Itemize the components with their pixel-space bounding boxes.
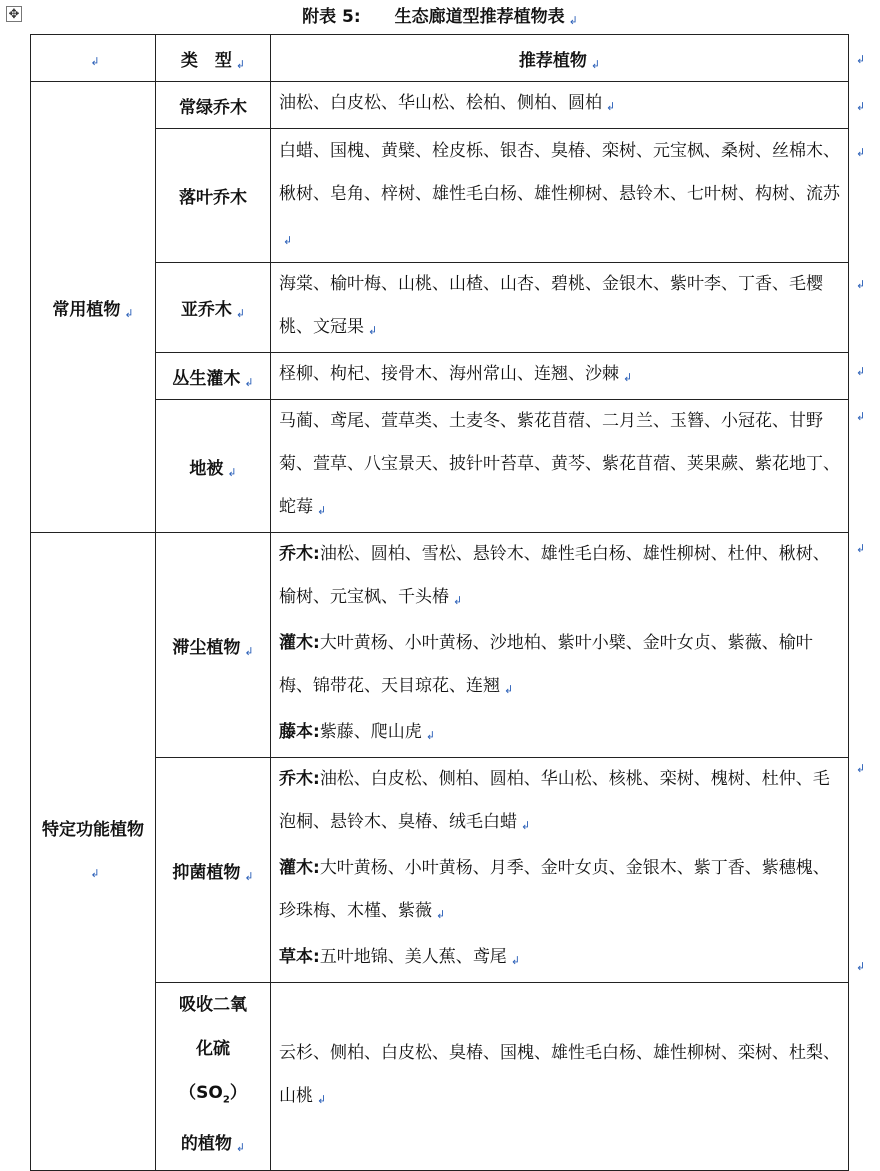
paragraph-mark-icon: ↲ <box>244 375 254 389</box>
paragraph-mark-icon: ↲ <box>510 954 521 967</box>
paragraph-mark-icon: ↲ <box>521 819 531 832</box>
paragraph-mark-icon: ↲ <box>606 100 616 113</box>
group-label: 乔木: <box>279 544 320 564</box>
type-cell: 落叶乔木 <box>156 129 271 263</box>
plant-table <box>30 34 849 1171</box>
table-move-handle-icon[interactable]: ✥ <box>6 6 22 22</box>
group-label: 灌木: <box>279 633 320 653</box>
paragraph-mark-icon: ↲ <box>244 869 254 883</box>
paragraph-mark-icon: ↲ <box>590 57 601 71</box>
paragraph-mark-icon: ↲ <box>504 683 514 696</box>
paragraph-mark-icon: ↲ <box>436 908 446 921</box>
paragraph-mark-icon: ↲ <box>623 371 633 384</box>
table-header-row <box>31 35 849 82</box>
row-end-mark-icon: ↲ <box>856 53 866 66</box>
plants-cell <box>271 758 849 983</box>
header-plants-cell: 推荐植物 ↲ <box>271 35 849 82</box>
type-cell-so2 <box>156 983 271 1171</box>
group-label: 藤本: <box>279 722 320 742</box>
row-end-mark-icon: ↲ <box>856 762 866 775</box>
row-end-mark-icon: ↲ <box>856 960 866 973</box>
category-cell-special: 特定功能植物↲ <box>31 533 156 1171</box>
paragraph-mark-icon: ↲ <box>235 307 246 320</box>
paragraph-mark-icon: ↲ <box>244 644 254 658</box>
plant-group: 草本:五叶地锦、美人蕉、鸢尾 ↲ <box>279 947 521 967</box>
header-category-cell <box>31 35 156 82</box>
row-end-mark-icon: ↲ <box>856 410 866 423</box>
type-cell: 抑菌植物 ↲ <box>156 758 271 983</box>
plants-cell: 油松、白皮松、华山松、桧柏、侧柏、圆柏 ↲ <box>271 82 849 129</box>
plant-group: 乔木:油松、白皮松、侧柏、圆柏、华山松、核桃、栾树、槐树、杜仲、毛泡桐、悬铃木、臭椿、绒毛白蜡 ↲ <box>279 769 830 832</box>
group-label: 草本: <box>279 947 320 967</box>
paragraph-mark-icon: ↲ <box>568 14 578 27</box>
category-cell-common: 常用植物 ↲ <box>31 82 156 533</box>
caption-label: 附表 5: <box>302 7 361 27</box>
type-cell: 亚乔木 ↲ <box>156 263 271 353</box>
paragraph-mark-icon: ↲ <box>90 866 100 880</box>
row-end-mark-icon: ↲ <box>856 365 866 378</box>
type-cell: 滞尘植物 ↲ <box>156 533 271 758</box>
table-row <box>31 533 849 758</box>
table-caption <box>0 4 880 30</box>
group-label: 乔木: <box>279 769 320 789</box>
type-cell: 丛生灌木 ↲ <box>156 353 271 400</box>
type-line: 化硫$(SO_2)$ <box>179 1039 247 1106</box>
caption-title: 生态廊道型推荐植物表 <box>394 7 565 27</box>
paragraph-mark-icon: ↲ <box>283 233 293 247</box>
header-type-cell: 类 型 ↲ <box>156 35 271 82</box>
paragraph-mark-icon: ↲ <box>425 729 436 742</box>
group-label: 灌木: <box>279 858 320 878</box>
plants-cell <box>271 533 849 758</box>
plant-group: 灌木:大叶黄杨、小叶黄杨、沙地柏、紫叶小檗、金叶女贞、紫薇、榆叶梅、锦带花、天目琼花、连翘 ↲ <box>279 633 813 696</box>
paragraph-mark-icon: ↲ <box>453 594 463 607</box>
plants-cell: 海棠、榆叶梅、山桃、山楂、山杏、碧桃、金银木、紫叶李、丁香、毛樱桃、文冠果 ↲ <box>271 263 849 353</box>
plants-cell: 柽柳、枸杞、接骨木、海州常山、连翘、沙棘 ↲ <box>271 353 849 400</box>
type-cell: 地被 ↲ <box>156 400 271 533</box>
row-end-mark-icon: ↲ <box>856 100 866 113</box>
type-line: 吸收二氧 <box>179 995 247 1015</box>
type-line: 的植物 ↲ <box>180 1134 246 1155</box>
paragraph-mark-icon: ↲ <box>317 504 327 517</box>
plants-cell: 云杉、侧柏、白皮松、臭椿、国槐、雄性毛白杨、雄性柳树、栾树、杜梨、山桃 ↲ <box>271 983 849 1171</box>
row-end-mark-icon: ↲ <box>856 542 866 555</box>
plants-cell: 马蔺、鸢尾、萱草类、土麦冬、紫花苜蓿、二月兰、玉簪、小冠花、甘野菊、萱草、八宝景天、披针叶苔草、黄芩、紫花苜蓿、荚果蕨、紫花地丁、蛇莓 ↲ <box>271 400 849 533</box>
row-end-mark-icon: ↲ <box>856 278 866 291</box>
table-row <box>31 82 849 129</box>
paragraph-mark-icon: ↲ <box>317 1093 327 1107</box>
paragraph-mark-icon: ↲ <box>235 1141 246 1155</box>
plant-group: 藤本:紫藤、爬山虎 ↲ <box>279 722 436 742</box>
paragraph-mark-icon: ↲ <box>368 324 378 337</box>
paragraph-mark-icon: ↲ <box>227 465 237 479</box>
paragraph-mark-icon: ↲ <box>235 57 246 71</box>
row-end-mark-icon: ↲ <box>856 146 866 159</box>
plant-group: 乔木:油松、圆柏、雪松、悬铃木、雄性毛白杨、雄性柳树、杜仲、楸树、榆树、元宝枫、千头椿 ↲ <box>279 544 830 607</box>
paragraph-mark-icon: ↲ <box>90 55 100 68</box>
plants-cell: 白蜡、国槐、黄檗、栓皮栎、银杏、臭椿、栾树、元宝枫、桑树、丝棉木、楸树、皂角、梓树、雄性毛白杨、雄性柳树、悬铃木、七叶树、构树、流苏↲ <box>271 129 849 263</box>
type-cell: 常绿乔木 <box>156 82 271 129</box>
plant-group: 灌木:大叶黄杨、小叶黄杨、月季、金叶女贞、金银木、紫丁香、紫穗槐、珍珠梅、木槿、紫薇 ↲ <box>279 858 830 921</box>
paragraph-mark-icon: ↲ <box>124 306 134 320</box>
